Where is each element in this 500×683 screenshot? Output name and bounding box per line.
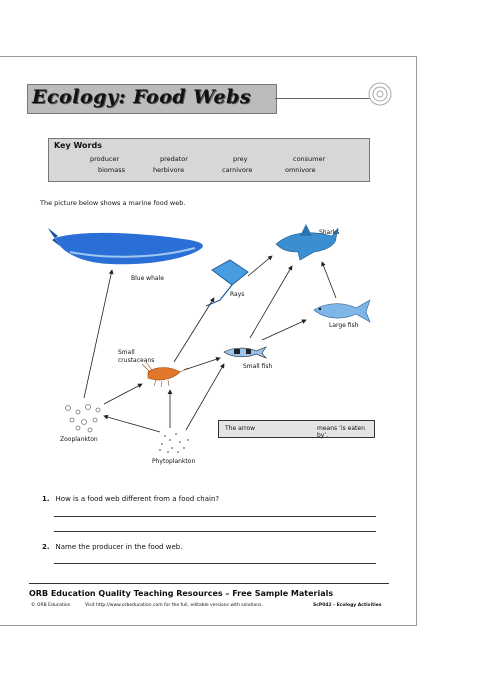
crustacean-icon <box>142 362 188 387</box>
label-blue-whale: Blue whale <box>131 275 164 282</box>
question-number: 1. <box>42 495 50 503</box>
question-text: Name the producer in the food web. <box>55 543 183 551</box>
page-title: Ecology: Food Webs <box>32 86 252 108</box>
label-small-crustaceans-line2: crustaceans <box>118 357 155 364</box>
key-word: herbivore <box>153 166 185 174</box>
label-large-fish: Large fish <box>329 322 359 329</box>
legend-right-text: means ‘is eaten by’. <box>317 425 365 439</box>
key-word: producer <box>90 155 120 163</box>
key-words-heading: Key Words <box>54 141 102 150</box>
arrow-legend-box <box>218 420 375 438</box>
arrow-zooplankton-whale <box>84 270 112 398</box>
key-word: carnivore <box>222 166 253 174</box>
arrow-phytoplankton-zooplankton <box>104 416 160 432</box>
answer-line[interactable] <box>54 563 376 564</box>
footer-rule <box>29 583 389 584</box>
footer-copyright: © ORB Education <box>31 603 71 608</box>
key-word: predator <box>160 155 188 163</box>
food-web-arrows <box>84 256 336 432</box>
arrow-crustaceans-smallfish <box>184 358 220 370</box>
question-text: How is a food web different from a food chain? <box>55 495 220 503</box>
phytoplankton-icon <box>159 433 189 453</box>
question-number: 2. <box>42 543 50 551</box>
arrow-largefish-sharks <box>322 262 336 298</box>
key-word: consumer <box>293 155 326 163</box>
question-1 <box>42 495 219 503</box>
footer-url-note: Visit http://www.orbeducation.com for the full, editable versions with solutions. <box>85 603 263 608</box>
key-word: prey <box>233 155 248 163</box>
blue-whale-icon <box>48 228 203 264</box>
key-word: omnivore <box>285 166 316 174</box>
small-fish-icon <box>224 347 266 358</box>
ray-icon <box>206 260 248 306</box>
arrow-zooplankton-crustaceans <box>104 384 142 404</box>
label-phytoplankton: Phytoplankton <box>152 458 196 465</box>
label-small-fish: Small fish <box>243 363 273 370</box>
answer-line[interactable] <box>54 531 376 532</box>
arrow-smallfish-sharks <box>250 266 292 338</box>
question-2 <box>42 543 182 551</box>
label-zooplankton: Zooplankton <box>60 436 98 443</box>
arrow-crustaceans-rays <box>174 298 214 362</box>
legend-left-text: The arrow <box>225 425 256 432</box>
intro-text: The picture below shows a marine food web. <box>40 199 186 207</box>
label-rays: Rays <box>230 291 245 298</box>
answer-line[interactable] <box>54 516 376 517</box>
zooplankton-icon <box>66 405 101 433</box>
large-fish-icon <box>314 300 370 322</box>
footer-title: ORB Education Quality Teaching Resources – Free Sample Materials <box>29 589 334 598</box>
footer-code: ScP042 - Ecology Activities <box>313 603 382 608</box>
arrow-smallfish-largefish <box>262 320 306 340</box>
key-word: biomass <box>98 166 125 174</box>
label-small-crustaceans-line1: Small <box>118 349 135 356</box>
arrow-rays-sharks <box>248 256 272 276</box>
label-sharks: Sharks <box>319 229 340 236</box>
